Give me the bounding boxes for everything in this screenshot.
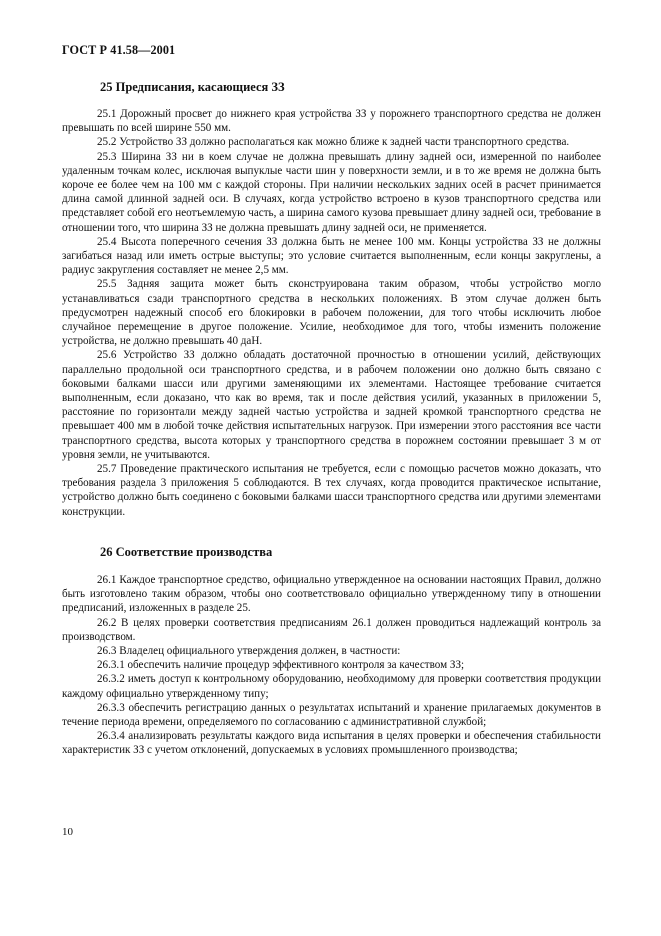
- paragraph-26-3-3: 26.3.3 обеспечить регистрацию данных о результатах испытаний и хранение прилагаемых документов в течение периода времени, определяемого по согласованию с административной службой;: [62, 701, 601, 728]
- section-25-body: [62, 107, 601, 519]
- paragraph-25-7: 25.7 Проведение практического испытания не требуется, если с помощью расчетов можно доказать, что требования раздела 3 приложения 5 соблюдаются. В тех случаях, когда проводится практическое испытание, устройство должно быть соединено с боковыми балками шасси транспортного средства или другими элементами конструкции.: [62, 463, 601, 518]
- paragraph-25-2: 25.2 Устройство ЗЗ должно располагаться как можно ближе к задней части транспортного средства.: [97, 136, 570, 149]
- document-code-header: ГОСТ Р 41.58—2001: [62, 43, 176, 57]
- paragraph-26-3-1: 26.3.1 обеспечить наличие процедур эффективного контроля за качеством ЗЗ;: [97, 659, 465, 672]
- paragraph-25-4: 25.4 Высота поперечного сечения ЗЗ должна быть не менее 100 мм. Концы устройства ЗЗ не должны загибаться назад или иметь острые выступы; это условие считается выполненным, если концы закруглены, а радиус закругления составляет не менее 2,5 мм.: [62, 235, 601, 277]
- paragraph-26-2: 26.2 В целях проверки соответствия предписаниям 26.1 должен проводиться надлежащий контроль за производством.: [62, 616, 601, 643]
- paragraph-26-1: 26.1 Каждое транспортное средство, официально утвержденное на основании настоящих Правил, должно быть изготовлено таким образом, чтобы оно соответствовало официально утвержденному типу в отношении предписаний, изложенных в разделе 25.: [62, 573, 601, 615]
- paragraph-26-3-4: 26.3.4 анализировать результаты каждого вида испытания в целях проверки и обеспечения стабильности характеристик ЗЗ с учетом отклонений, допускаемых в условиях промышленного производства;: [62, 730, 601, 757]
- paragraph-25-5: 25.5 Задняя защита может быть сконструирована таким образом, чтобы устройство могло устанавливаться сзади транспортного средства в нескольких положениях. В этом случае должен быть предусмотрен надежный способ его блокировки в рабочем положении, для того чтобы исключить любое случайное перемещение в другое положение. Усилие, необходимое для того, чтобы изменить положение устройства, не должно превышать 40 даН.: [62, 278, 601, 348]
- paragraph-25-3: 25.3 Ширина ЗЗ ни в коем случае не должна превышать длину задней оси, измеренной по наиболее удаленным точкам колес, исключая выпуклые части шин у поверхности земли, и в то же время не должна быть короче ее более чем на 100 мм с каждой стороны. При наличии нескольких задних осей в расчет принимается длина самой длинной задней оси. В случаях, когда устройство встроено в кузов транспортного средства или представляет собой его неотъемлемую часть, а ширина самого кузова превышает длину задней оси, требование в отношении того, что ширина ЗЗ не должна превышать длину задней оси, не применяется.: [62, 150, 601, 234]
- section-26-heading: 26 Соответствие производства: [100, 544, 273, 559]
- section-25-heading: 25 Предписания, касающиеся ЗЗ: [100, 80, 285, 94]
- paragraph-25-1: 25.1 Дорожный просвет до нижнего края устройства ЗЗ у порожнего транспортного средства не должен превышать по всей ширине 550 мм.: [62, 108, 601, 135]
- paragraph-25-6: 25.6 Устройство ЗЗ должно обладать достаточной прочностью в отношении усилий, действующих параллельно продольной оси транспортного средства, и в рабочем положении оно должно быть связано с боковыми балками шасси или другими заменяющими их элементами. Настоящее требование считается выполненным, если доказано, что как во время, так и после действия усилий, указанных в приложении 5, расстояние по горизонтали между задней частью устройства и задней кромкой транспортного средства не превышает 400 мм в любой точке действия испытательных нагрузок. При измерении этого расстояния все части транспортного средства, высота которых у транспортного средства в порожнем состоянии превышает 3 м от уровня земли, не учитываются.: [62, 349, 601, 461]
- paragraph-26-3: 26.3 Владелец официального утверждения должен, в частности:: [97, 644, 401, 657]
- page-number: 10: [62, 826, 73, 838]
- paragraph-26-3-2: 26.3.2 иметь доступ к контрольному оборудованию, необходимому для проверки соответствия продукции каждому официально утвержденному типу;: [62, 673, 601, 700]
- section-26-body: [62, 573, 601, 758]
